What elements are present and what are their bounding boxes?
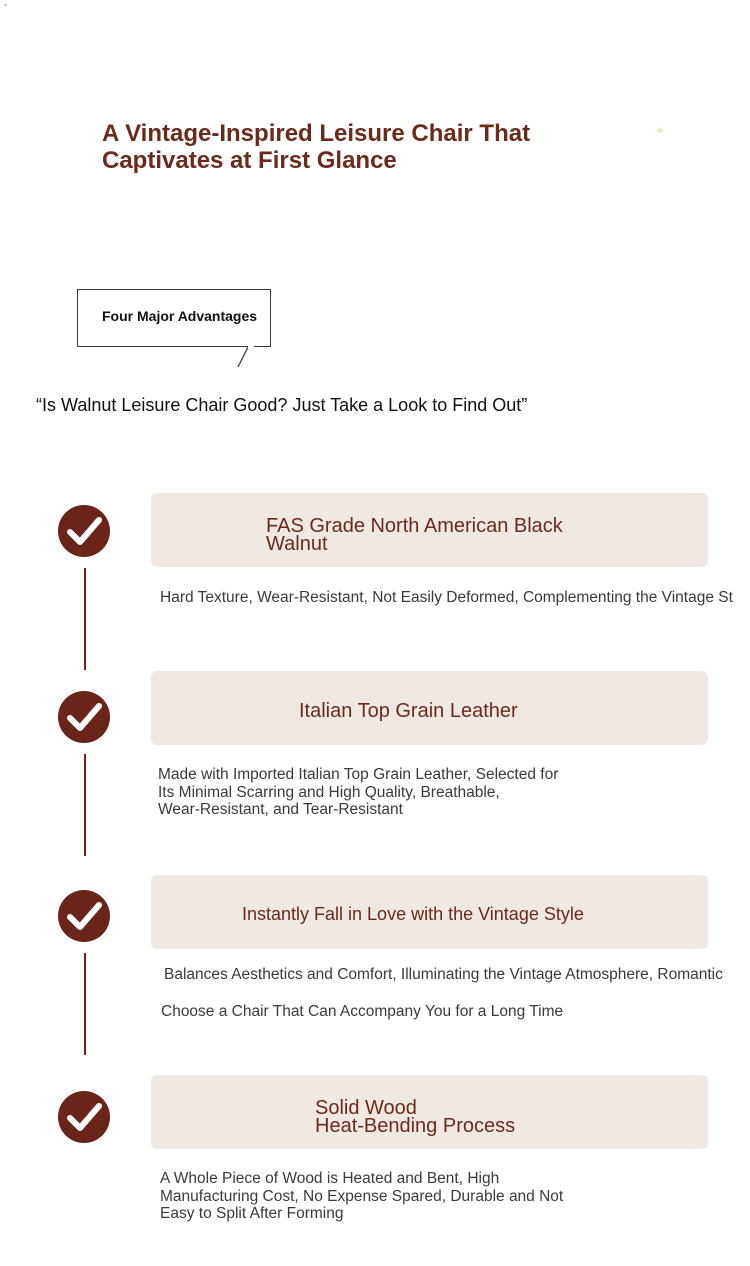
speech-tail-icon [236,346,256,368]
advantage-title-2 [299,702,518,720]
advantage-desc-3-line-1: Balances Aesthetics and Comfort, Illuminating the Vintage Atmosphere, Romantic [164,966,723,983]
advantage-title-4-line-1: Solid Wood [315,1097,417,1119]
advantage-title-1 [266,517,563,553]
corner-mark: ` [4,4,8,15]
advantage-desc-2-line-3: Wear-Resistant, and Tear-Resistant [158,801,403,818]
timeline-connector [84,754,86,856]
headline-line-1: A Vintage-Inspired Leisure Chair That [102,120,531,147]
advantage-title-1-line-2: Walnut [266,533,328,555]
advantage-desc-1-line-1: Hard Texture, Wear-Resistant, Not Easily Deformed, Complementing the Vintage St [160,589,733,606]
sparkle-icon: ✦ [655,124,666,138]
advantage-title-2-line-1: Italian Top Grain Leather [299,700,518,722]
advantage-desc-3-line-2: Choose a Chair That Can Accompany You for a Long Time [161,1003,564,1020]
advantage-desc-1 [160,589,733,607]
timeline-connector [84,953,86,1055]
advantage-title-4-line-2: Heat-Bending Process [315,1115,516,1137]
advantage-desc-4-line-1: A Whole Piece of Wood is Heated and Bent, High [160,1170,500,1187]
check-circle-icon [58,1091,110,1143]
quote-text: “Is Walnut Leisure Chair Good? Just Take a Look to Find Out” [36,395,528,415]
advantage-desc-4-line-2: Manufacturing Cost, No Expense Spared, Durable and Not [160,1187,564,1205]
check-circle-icon [58,691,110,743]
advantage-desc-4 [160,1170,563,1223]
tag-label: Four Major Advantages [102,308,258,324]
advantage-desc-4-line-3: Easy to Split After Forming [160,1205,344,1222]
advantage-desc-2-line-1: Made with Imported Italian Top Grain Leather, Selected for [158,766,559,783]
advantage-desc-2 [158,766,558,819]
advantage-title-4 [315,1099,515,1135]
headline-line-2: Captivates at First Glance [102,147,397,174]
advantage-title-3-line-1: Instantly Fall in Love with the Vintage Style [242,904,584,924]
check-circle-icon [58,890,110,942]
check-circle-icon [58,505,110,557]
advantage-title-3 [242,905,584,923]
timeline-connector [84,568,86,670]
advantage-title-1-line-1: FAS Grade North American Black [266,515,563,537]
advantage-desc-2-line-2: Its Minimal Scarring and High Quality, Breathable, [158,783,500,801]
page-headline [102,120,622,174]
